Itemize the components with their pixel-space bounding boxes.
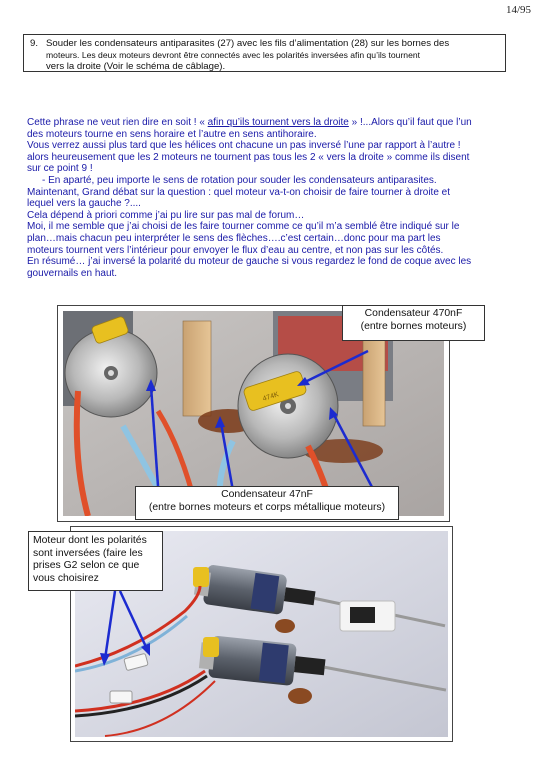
para-line: Cela dépend à priori comme j’ai pu lire sur pas mal de forum… — [27, 209, 305, 221]
para-line: sur ce point 9 ! — [27, 163, 93, 175]
underlined-quote: afin qu’ils tournent vers la droite — [207, 117, 349, 128]
para-line: plan…mais chacun peu interpréter le sens des flèches….c’est certain…donc pour ma part les — [27, 232, 441, 244]
para-line: lequel vers la gauche ?.... — [27, 198, 141, 210]
instruction-line-3: vers la droite (Voir le schéma de câblage). — [46, 61, 226, 72]
instruction-line-1 — [30, 38, 499, 50]
page-number: 14/95 — [505, 4, 531, 16]
callout-line: prises G2 selon ce que — [33, 560, 140, 571]
callout-line: (entre bornes moteurs) — [360, 320, 467, 332]
para-line: des moteurs tourne en sens horaire et l’autre en sens antihoraire. — [27, 128, 317, 140]
para-line: Maintenant, Grand débat sur la question : quel moteur va-t-on choisir de faire tourner à droite et — [27, 186, 451, 198]
para-line: Moi, il me semble que j’ai choisi de les faire tourner comme ce qu’il m’a semblé être indiqué sur le — [27, 221, 460, 233]
para-line: En résumé… j’ai inversé la polarité du moteur de gauche si vous regardez le fond de coque avec les — [27, 256, 472, 268]
text-span: Cette phrase ne veut rien dire en soit ! « — [27, 117, 208, 128]
text-span: » !...Alors qu’il faut que l’un — [348, 117, 472, 128]
capacitor-marking: 474K — [261, 391, 280, 403]
para-line: - En aparté, peu importe le sens de rotation pour souder les condensateurs antiparasites. — [42, 174, 437, 186]
callout-line: Condensateur 470nF — [364, 308, 463, 319]
callout-line: (entre bornes moteurs et corps métallique moteurs) — [148, 501, 386, 513]
instruction-number: 9. — [30, 38, 39, 49]
callout-line: Condensateur 47nF — [221, 489, 313, 500]
callout-line: Moteur dont les polarités — [33, 535, 147, 546]
callout-470nf — [342, 305, 485, 341]
callout-reversed-polarity — [28, 531, 163, 591]
para-line — [27, 117, 519, 129]
callout-47nf — [135, 486, 399, 520]
commentary-text — [27, 117, 519, 279]
para-line: gouvernails en haut. — [27, 267, 118, 279]
instruction-box — [23, 34, 506, 72]
instruction-line-2: moteurs. Les deux moteurs devront être connectés avec les polarités inversées afin qu’ils tournent — [46, 49, 421, 60]
para-line: Vous verrez aussi plus tard que les hélices ont chacune un pas inversé l’une par rapport à l’autre ! — [27, 140, 461, 152]
callout-line: vous choisirez — [33, 572, 99, 584]
para-line: alors heureusement que les 2 moteurs ne tournent pas tous les 2 « vers la droite » comme ils disent — [27, 151, 470, 163]
callout-line: sont inversées (faire les — [33, 547, 143, 559]
para-line: moteurs tournent vers l’intérieur pour envoyer le flux d’eau au centre, et non pas sur les côtés. — [27, 244, 444, 256]
instruction-text-1: Souder les condensateurs antiparasites (27) avec les fils d’alimentation (28) sur les bornes des — [46, 38, 450, 49]
